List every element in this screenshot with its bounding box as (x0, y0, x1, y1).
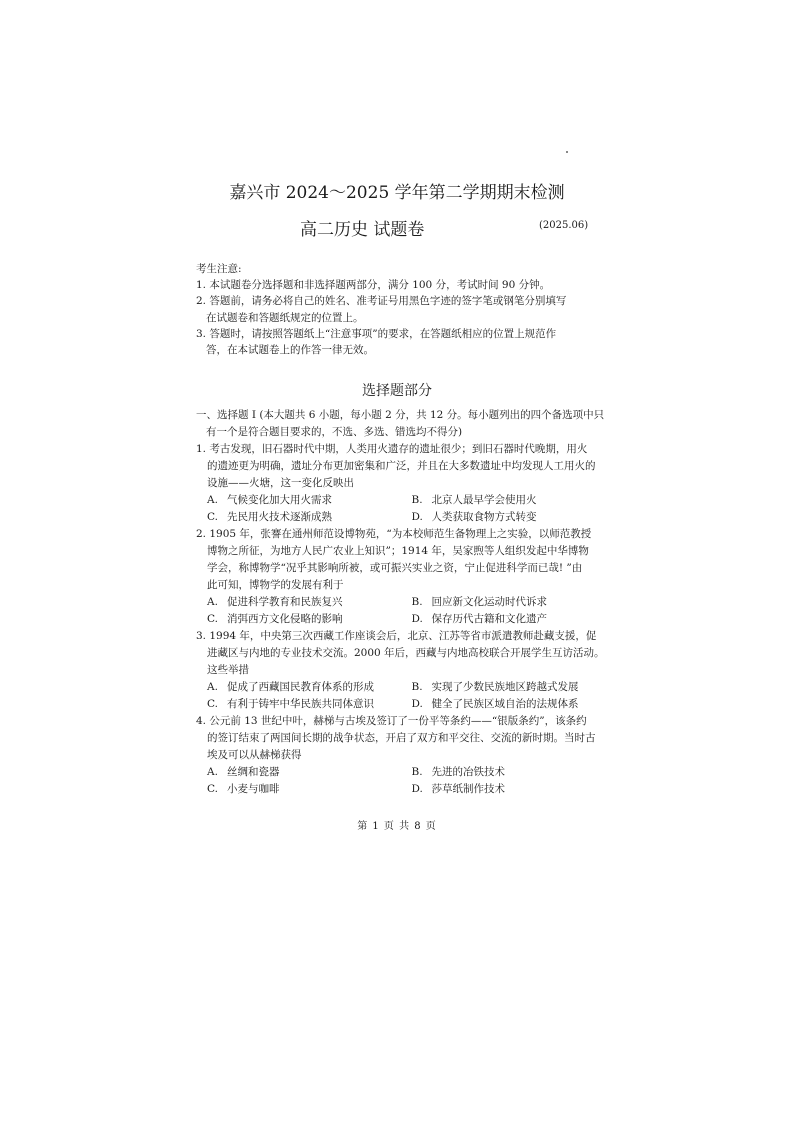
candidate-notes (196, 261, 616, 358)
question-4 (196, 713, 616, 798)
question-text: 的签订结束了两国间长期的战争状态，开启了双方和平交往、交流的新时期。当时古 (207, 732, 596, 744)
question-text: 埃及可以从赫梯获得 (207, 749, 302, 761)
option-d: D. 健全了民族区域自治的法规体系 (411, 698, 579, 710)
option-b: B. 回应新文化运动时代诉求 (411, 596, 547, 608)
part-instruction: 一、选择题 I (本大题共 6 小题，每小题 2 分，共 12 分。每小题列出的四个备选项中只 (196, 409, 605, 421)
note-item: 2. 答题前，请务必将自己的姓名、准考证号用黑色字迹的签字笔或钢笔分别填写 (196, 295, 567, 308)
question-text: 这些举措 (207, 664, 249, 676)
option-c: C. 消弭西方文化侵略的影响 (207, 613, 343, 625)
option-a: A. 丝绸和瓷器 (207, 766, 280, 778)
question-text: 1. 考古发现，旧石器时代中期，人类用火遗存的遗址很少；到旧石器时代晚期，用火 (196, 443, 588, 455)
option-b: B. 实现了少数民族地区跨越式发展 (411, 681, 579, 693)
option-a: A. 促成了西藏国民教育体系的形成 (207, 681, 374, 693)
note-item: 答，在本试题卷上的作答一律无效。 (206, 344, 374, 357)
exam-date: (2025.06) (539, 220, 589, 231)
question-text: 此可知，博物学的发展有利于 (207, 579, 344, 591)
option-row (196, 594, 616, 611)
question-body (196, 407, 616, 798)
section-title: 选择题部分 (362, 383, 432, 399)
option-a: A. 气候变化加大用火需求 (207, 494, 332, 506)
question-3 (196, 628, 616, 713)
option-row (196, 611, 616, 628)
notes-heading: 考生注意: (196, 263, 242, 275)
option-row (196, 492, 616, 509)
option-d: D. 人类获取食物方式转变 (411, 511, 537, 523)
page-footer: 第 1 页 共 8 页 (357, 821, 437, 832)
option-c: C. 小麦与咖啡 (207, 783, 280, 795)
exam-title: 嘉兴市 2024～2025 学年第二学期期末检测 (229, 183, 565, 203)
question-2 (196, 526, 616, 628)
option-a: A. 促进科学教育和民族复兴 (207, 596, 343, 608)
question-text: 博物之所征，为地方人民广农业上知识”；1914 年，吴家煦等人组织发起中华博物 (207, 545, 589, 557)
option-row (196, 509, 616, 526)
option-row (196, 679, 616, 696)
question-text: 学会，称博物学“况乎其影响所被，或可振兴实业之资，宁止促进科学而已哉! ”由 (207, 562, 583, 574)
option-c: C. 有利于铸牢中华民族共同体意识 (207, 698, 374, 710)
question-1 (196, 441, 616, 526)
option-row (196, 781, 616, 798)
option-b: B. 北京人最早学会使用火 (411, 494, 537, 506)
scan-speck (566, 151, 568, 153)
note-item: 3. 答题时，请按照答题纸上“注意事项”的要求，在答题纸相应的位置上规范作 (196, 327, 557, 340)
option-d: D. 保存历代古籍和文化遗产 (411, 613, 547, 625)
question-text: 进藏区与内地的专业技术交流。2000 年后，西藏与内地高校联合开展学生互访活动。 (207, 647, 605, 659)
question-text: 的遗迹更为明确，遗址分布更加密集和广泛，并且在大多数遗址中均发现人工用火的 (207, 460, 596, 472)
note-item: 在试题卷和答题纸规定的位置上。 (206, 311, 364, 324)
option-b: B. 先进的冶铁技术 (411, 766, 505, 778)
question-text: 2. 1905 年，张謇在通州师范设博物苑，“为本校师范生备物理上之实验，以师范教授 (196, 528, 592, 540)
part-instruction: 有一个是符合题目要求的，不选、多选、错选均不得分) (206, 426, 463, 438)
question-text: 设施——火塘，这一变化反映出 (207, 477, 354, 489)
question-text: 4. 公元前 13 世纪中叶，赫梯与古埃及签订了一份平等条约——“银版条约”，该条约 (196, 715, 587, 727)
option-row (196, 696, 616, 713)
note-item: 1. 本试题卷分选择题和非选择题两部分，满分 100 分，考试时间 90 分钟。 (196, 279, 551, 292)
question-text: 3. 1994 年，中央第三次西藏工作座谈会后，北京、江苏等省市派遣教师赴藏支援，促 (196, 630, 597, 642)
option-d: D. 莎草纸制作技术 (411, 783, 505, 795)
option-c: C. 先民用火技术逐渐成熟 (207, 511, 332, 523)
exam-subtitle: 高二历史 试题卷 (300, 220, 425, 240)
option-row (196, 764, 616, 781)
